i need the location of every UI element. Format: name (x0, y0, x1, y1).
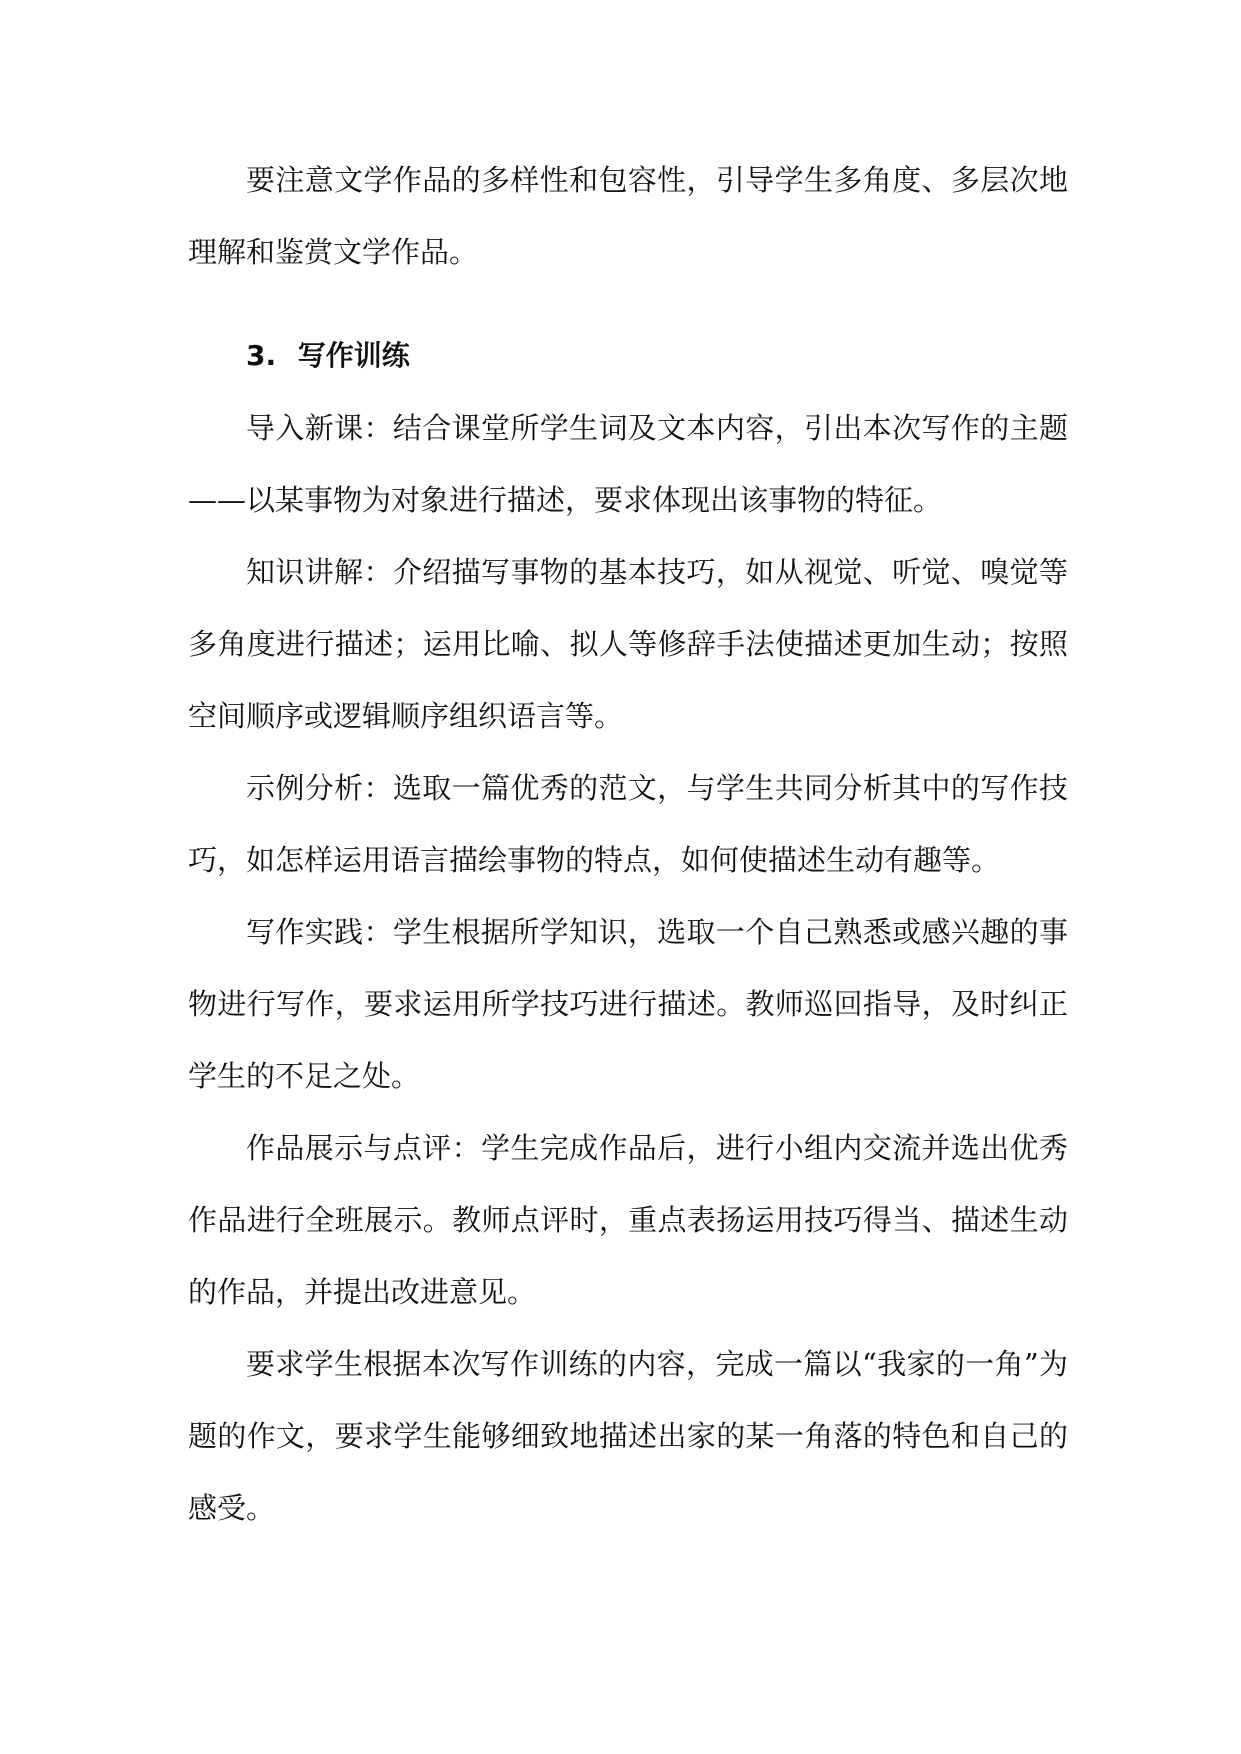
paragraph-showcase-review: 作品展示与点评：学生完成作品后，进行小组内交流并选出优秀作品进行全班展示。教师点评时，重点表扬运用技巧得当、描述生动的作品，并提出改进意见。 (188, 1131, 1068, 1309)
paragraph-literature-diversity: 要注意文学作品的多样性和包容性，引导学生多角度、多层次地理解和鉴赏文学作品。 (188, 163, 1068, 269)
paragraph-assignment: 要求学生根据本次写作训练的内容，完成一篇以“我家的一角”为题的作文，要求学生能够细致地描述出家的某一角落的特色和自己的感受。 (188, 1347, 1068, 1525)
section-title: 写作训练 (297, 339, 410, 372)
paragraph-knowledge-explanation: 知识讲解：介绍描写事物的基本技巧，如从视觉、听觉、嗅觉等多角度进行描述；运用比喻、拟人等修辞手法使描述更加生动；按照空间顺序或逻辑顺序组织语言等。 (188, 555, 1068, 733)
section-heading (188, 320, 1068, 392)
paragraph-writing-practice: 写作实践：学生根据所学知识，选取一个自己熟悉或感兴趣的事物进行写作，要求运用所学技巧进行描述。教师巡回指导，及时纠正学生的不足之处。 (188, 915, 1068, 1093)
paragraph-introduction: 导入新课：结合课堂所学生词及文本内容，引出本次写作的主题——以某事物为对象进行描述，要求体现出该事物的特征。 (188, 411, 1068, 517)
section-number: 3. (246, 339, 277, 372)
paragraph-example-analysis: 示例分析：选取一篇优秀的范文，与学生共同分析其中的写作技巧，如怎样运用语言描绘事物的特点，如何使描述生动有趣等。 (188, 771, 1068, 877)
document-body (188, 144, 1068, 1544)
